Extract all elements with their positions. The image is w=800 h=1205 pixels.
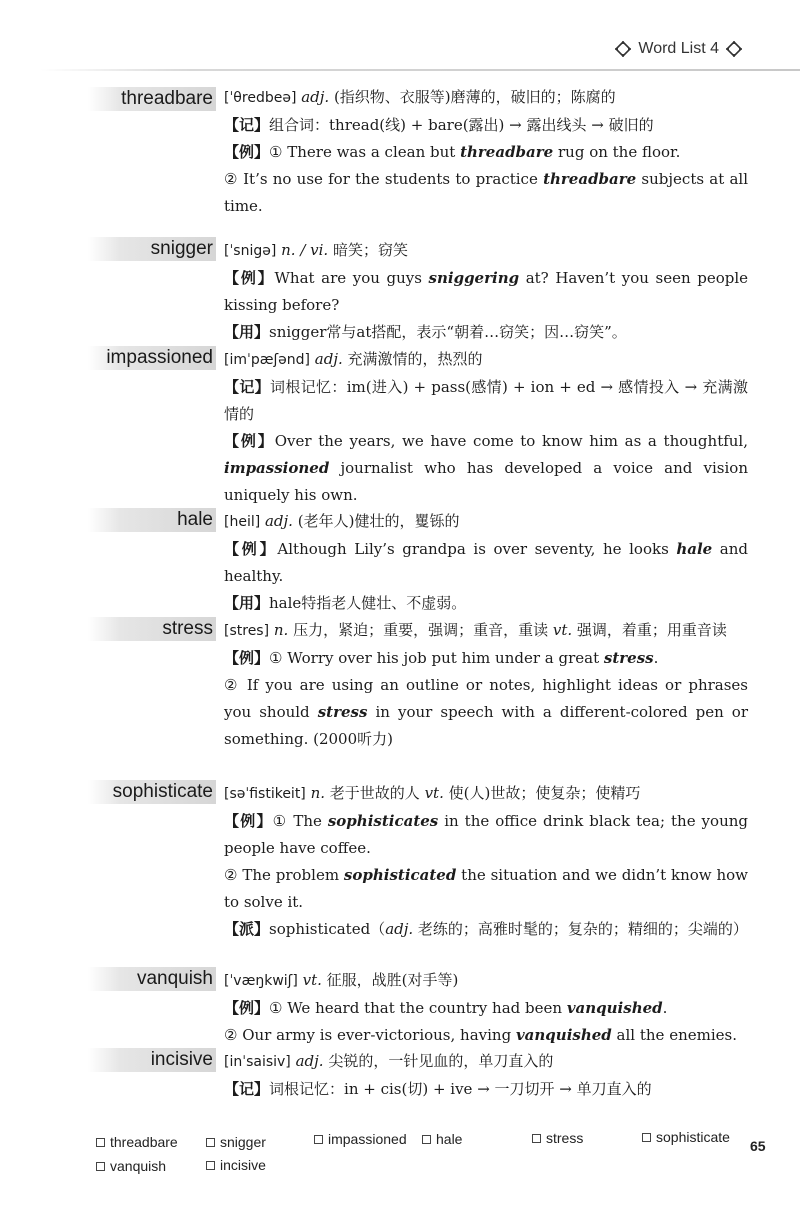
entry-snigger [0,237,800,346]
example-text: journalist who has developed a voice and vision uniquely his own. [224,459,748,504]
definition-line [224,1048,748,1076]
checklist-item[interactable] [314,1131,407,1147]
example-text: in your speech with a different-colored pen or something. (2000听力) [224,703,748,748]
example-tag: 【例】 [224,812,273,830]
example-keyword: hale [676,540,713,558]
part-of-speech: adj. [385,920,414,938]
usage-line [224,590,748,617]
checklist-label: impassioned [328,1131,407,1147]
definition: 压力，紧迫；重要，强调；重音，重读 [293,621,549,639]
part-of-speech: adj. [314,350,343,368]
example-text: . [662,999,668,1017]
example-keyword: vanquished [515,1026,612,1044]
header-divider [40,69,800,71]
entry-body [224,84,748,220]
example-keyword: sophisticates [327,812,439,830]
example-tag: 【例】 [224,432,275,450]
example-line [224,265,748,319]
phonetic: [səˈfistikeit] [224,786,306,802]
checklist-label: sophisticate [656,1129,730,1145]
example-line [224,1022,748,1049]
entry-stress [0,617,800,780]
example-text: ① There was a clean but [269,143,461,161]
example-line [224,862,748,916]
definition-line [224,967,748,995]
entry-incisive [0,1048,800,1108]
part-of-speech: n. / vi. [281,241,329,259]
phonetic: [heil] [224,514,261,530]
definition-line [224,84,748,112]
example-text: ② The problem [224,866,344,884]
part-of-speech: adj. [295,1052,324,1070]
example-tag: 【例】 [224,143,270,161]
part-of-speech: vt. [302,971,322,989]
definition: (指织物、衣服等)磨薄的，破旧的；陈腐的 [333,88,616,106]
example-text: the situation and we didn’t know how to solve it. [224,866,748,911]
example-keyword: threadbare [543,170,637,188]
example-keyword: threadbare [460,143,554,161]
headword: snigger [88,237,216,261]
example-text: all the enemies. [611,1026,737,1044]
example-text: subjects at all time. [224,170,748,215]
part-of-speech: vt. [424,784,444,802]
entry-vanquish [0,967,800,1048]
word-list-title: Word List 4 [638,40,719,57]
headword: vanquish [88,967,216,991]
memory-text: 组合词：thread(线) + bare(露出) → 露出线头 → 破旧的 [269,116,654,134]
example-tag: 【例】 [224,649,270,667]
example-text: ② It’s no use for the students to practice [224,170,544,188]
entry-impassioned [0,346,800,508]
example-line [224,428,748,509]
part-of-speech: n. [273,621,289,639]
memory-line [224,112,748,139]
example-line [224,808,748,862]
example-text: ① Worry over his job put him under a great [269,649,604,667]
checkbox-icon[interactable] [206,1138,215,1147]
part-of-speech: vt. [552,621,573,639]
phonetic: [inˈsaisiv] [224,1054,291,1070]
example-line [224,536,748,590]
example-text: Although Lily’s grandpa is over seventy, he looks [277,540,677,558]
entry-hale [0,508,800,617]
example-tag: 【例】 [224,540,278,558]
checkbox-icon[interactable] [96,1162,105,1171]
checklist-item[interactable] [96,1158,166,1174]
definition: 使(人)世故；使复杂；使精巧 [448,784,641,802]
example-text: ① The [272,812,328,830]
example-text: at? Haven’t you seen people kissing before? [224,269,748,314]
example-text: ② If you are using an outline or notes, highlight ideas or phrases you should [224,676,748,721]
entry-sophisticate [0,780,800,967]
part-of-speech: adj. [301,88,330,106]
definition-line [224,346,748,374]
checkbox-icon[interactable] [96,1138,105,1147]
example-text: . [653,649,659,667]
example-line [224,995,748,1022]
entry-threadbare [0,84,800,237]
example-keyword: stress [317,703,368,721]
example-line [224,645,748,672]
checklist-item[interactable] [422,1131,462,1147]
checklist-label: snigger [220,1134,266,1150]
definition-line [224,508,748,536]
phonetic: [ˈvæŋkwiʃ] [224,973,298,989]
example-keyword: sniggering [428,269,520,287]
derivative-line [224,916,748,943]
memory-line [224,374,748,428]
headword: incisive [88,1048,216,1072]
example-text: ② Our army is ever-victorious, having [224,1026,516,1044]
example-text: rug on the floor. [553,143,681,161]
headword: sophisticate [88,780,216,804]
phonetic: [imˈpæʃənd] [224,352,311,368]
checkbox-icon[interactable] [422,1135,431,1144]
word-entries [0,84,800,1108]
definition: (老年人)健壮的，矍铄的 [297,512,460,530]
derivative-text: sophisticated（ [269,920,386,938]
usage-tag: 【用】 [224,594,270,612]
definition-line [224,617,748,645]
entry-body [224,508,748,617]
example-line [224,672,748,753]
checklist-item[interactable] [206,1134,266,1150]
example-text: Over the years, we have come to know him as a thoughtful, [274,432,748,450]
definition: 老于世故的人 [329,784,420,802]
entry-body [224,346,748,509]
definition: 尖锐的，一针见血的，单刀直入的 [328,1052,554,1070]
checkbox-icon[interactable] [532,1134,541,1143]
memory-tag: 【记】 [224,378,271,396]
definition-line [224,237,748,265]
checklist-label: incisive [220,1157,266,1173]
checklist-item[interactable] [532,1130,583,1146]
example-line [224,139,748,166]
usage-line [224,319,748,346]
diamond-ornament-icon [726,41,742,57]
example-text: What are you guys [274,269,429,287]
memory-text: 词根记忆：in + cis(切) + ive → 一刀切开 → 单刀直入的 [269,1080,652,1098]
entry-body [224,617,748,753]
entry-body [224,1048,748,1103]
headword: stress [88,617,216,641]
checklist-label: vanquish [110,1158,167,1174]
derivative-tag: 【派】 [224,920,270,938]
checkbox-icon[interactable] [314,1135,323,1144]
page-number: 65 [750,1138,766,1154]
phonetic: [stres] [224,623,270,639]
usage-text: snigger常与at搭配，表示“朝着…窃笑；因…窃笑”。 [269,323,627,341]
example-keyword: stress [603,649,654,667]
example-tag: 【例】 [224,999,270,1017]
checklist-item[interactable] [96,1134,178,1150]
entry-body [224,237,748,346]
page-header [0,0,800,70]
definition: 征服，战胜(对手等) [326,971,459,989]
header-title [615,40,742,58]
usage-text: hale特指老人健壮、不虚弱。 [269,594,467,612]
definition: 暗笑；窃笑 [332,241,408,259]
example-text: and healthy. [224,540,748,585]
usage-tag: 【用】 [224,323,270,341]
diamond-ornament-icon [615,41,631,57]
memory-line [224,1076,748,1103]
derivative-text: 老练的；高雅时髦的；复杂的；精细的；尖端的） [413,920,748,938]
checklist-item[interactable] [206,1157,266,1173]
memory-text: 词根记忆：im(进入) + pass(感情) + ion + ed → 感情投入 → 充满激情的 [224,378,748,423]
phonetic: [ˈθredbeə] [224,90,297,106]
checkbox-icon[interactable] [642,1133,651,1142]
checklist-label: stress [546,1130,584,1146]
part-of-speech: n. [310,784,325,802]
example-text: ① We heard that the country had been [269,999,567,1017]
example-tag: 【例】 [224,269,275,287]
headword: hale [88,508,216,532]
definition: 充满激情的，热烈的 [347,350,483,368]
example-keyword: vanquished [566,999,663,1017]
phonetic: [ˈsnigə] [224,243,277,259]
definition-line [224,780,748,808]
headword: threadbare [88,87,216,111]
part-of-speech: adj. [264,512,293,530]
checkbox-icon[interactable] [206,1161,215,1170]
example-line [224,166,748,220]
checklist-item[interactable] [642,1129,730,1145]
example-keyword: impassioned [224,459,330,477]
example-keyword: sophisticated [343,866,457,884]
checklist-label: threadbare [110,1134,178,1150]
entry-body [224,780,748,943]
memory-tag: 【记】 [224,1080,270,1098]
memory-tag: 【记】 [224,116,270,134]
definition: 强调，着重；用重音读 [576,621,727,639]
checklist-label: hale [436,1131,463,1147]
headword: impassioned [88,346,216,370]
example-text: in the office drink black tea; the young people have coffee. [224,812,748,857]
entry-body [224,967,748,1049]
